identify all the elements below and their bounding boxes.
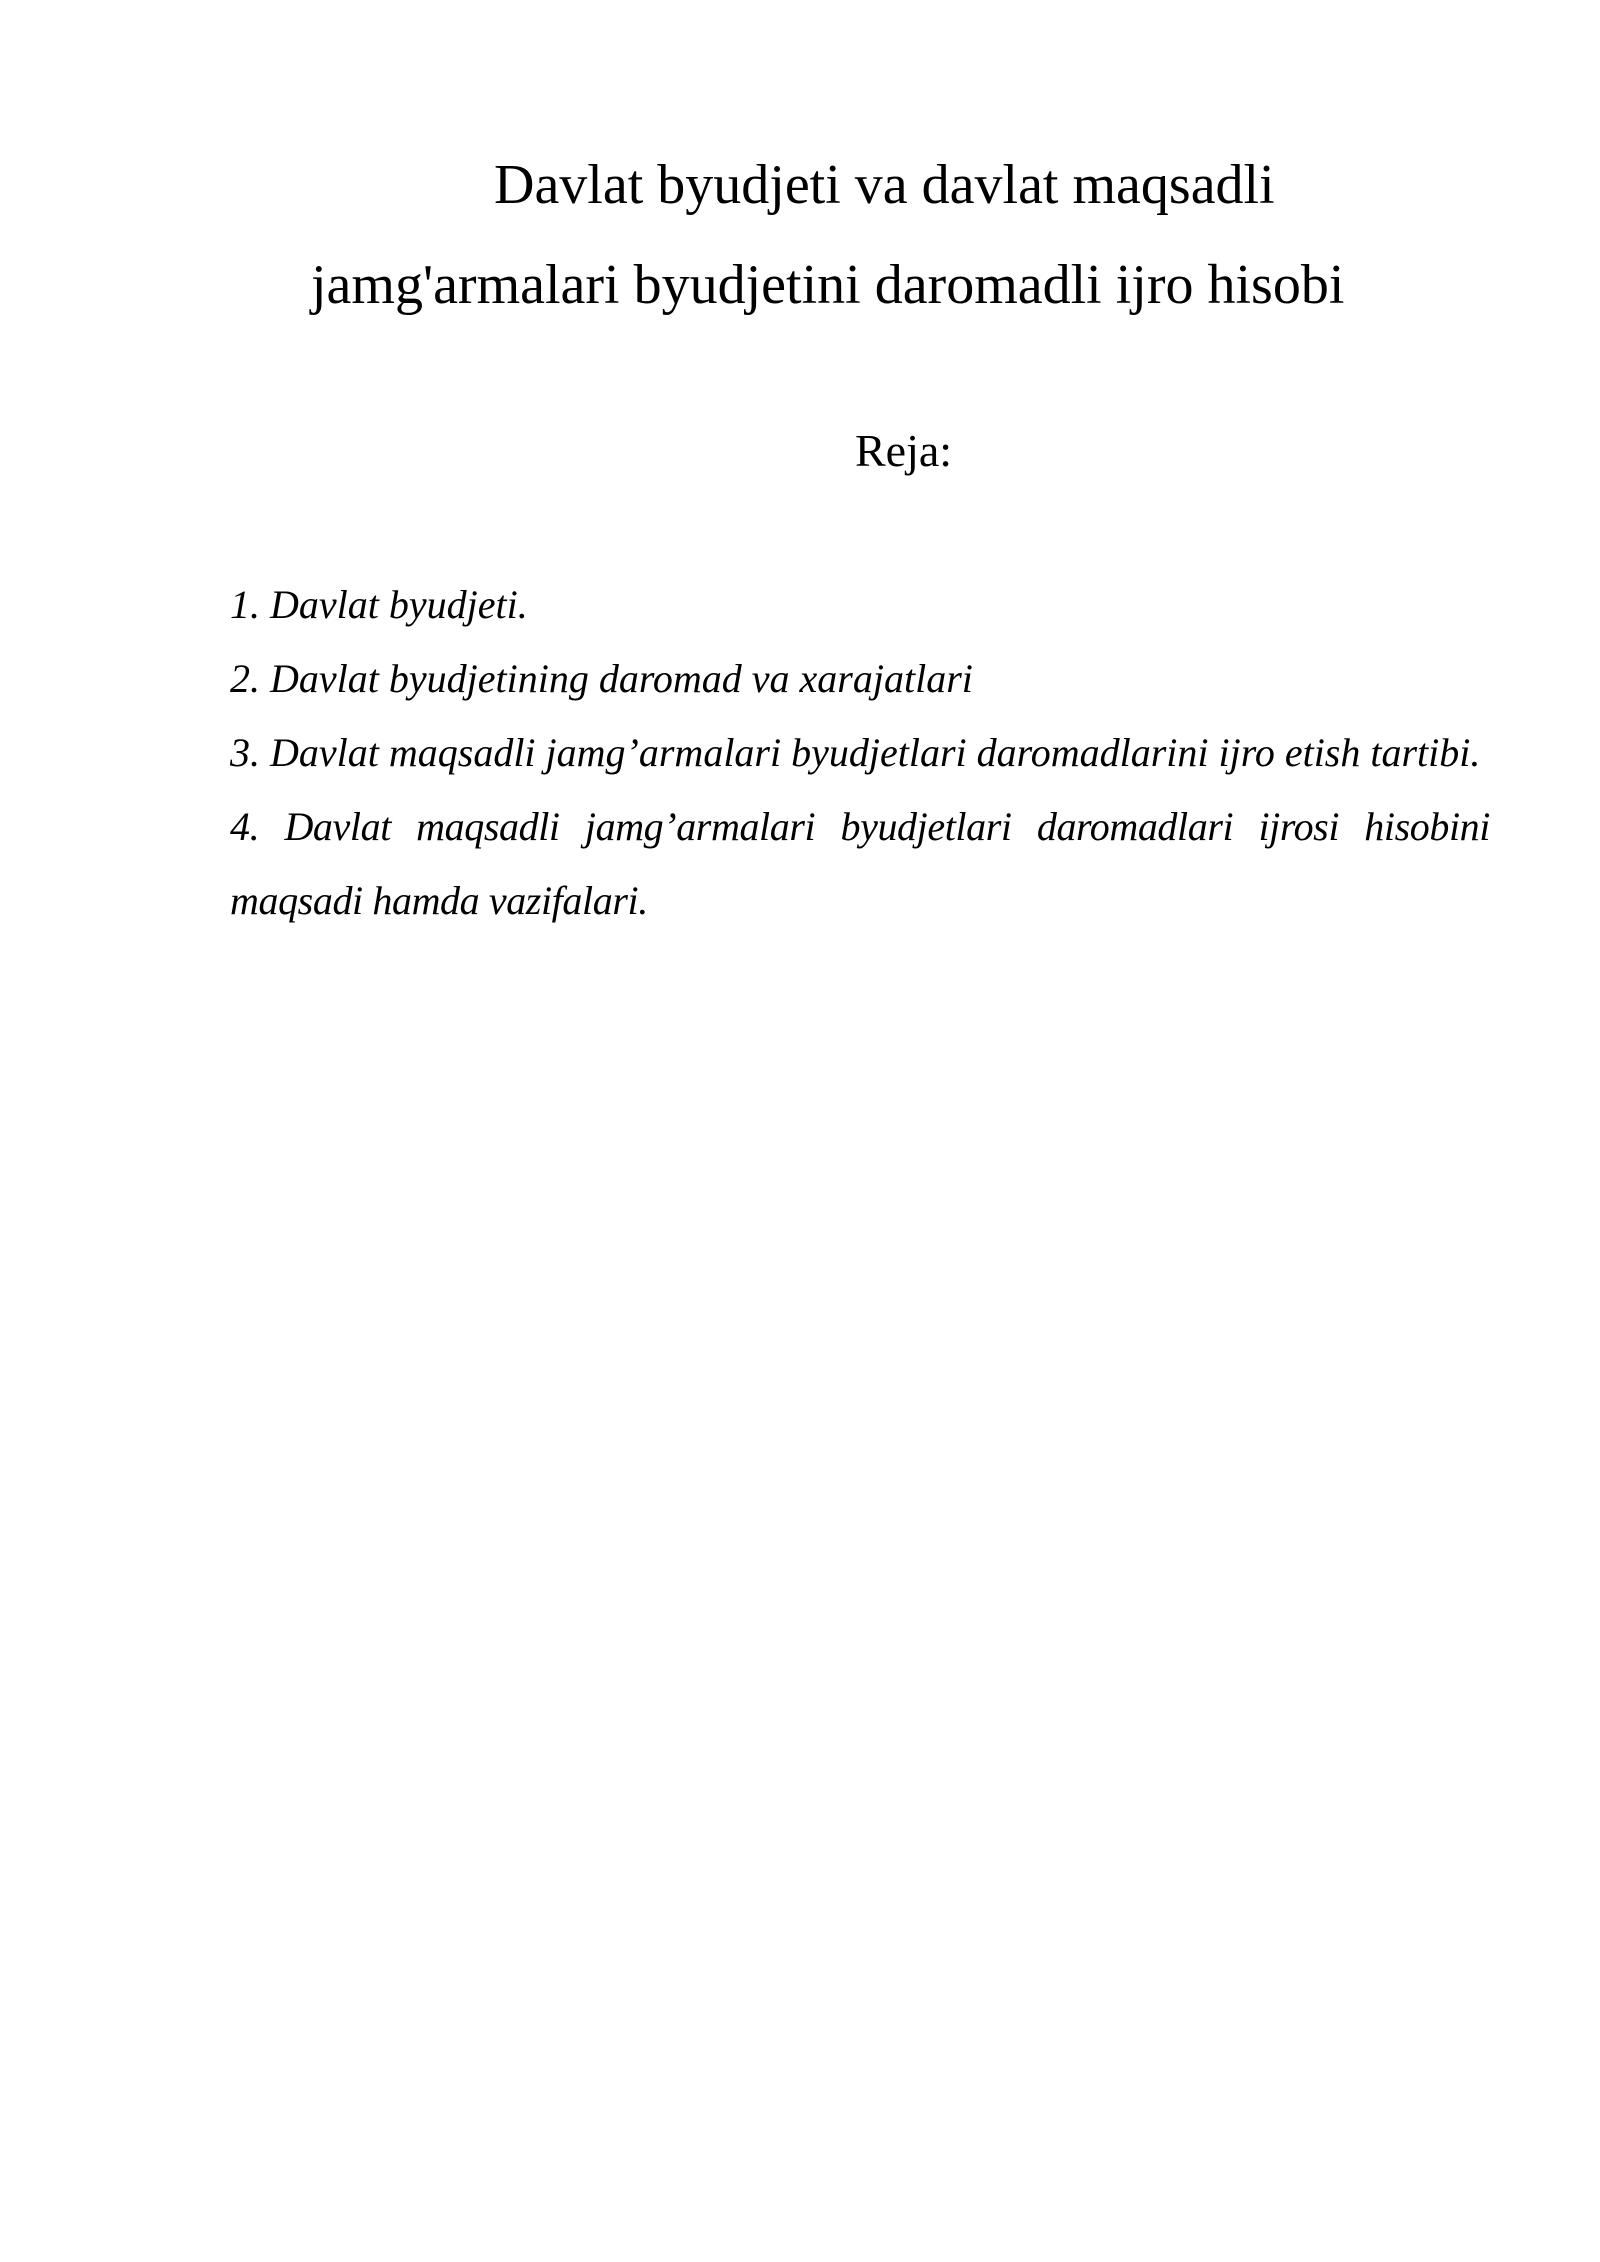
plan-item-4: 4. Davlat maqsadli jamg’armalari byudjetlari daromadlari ijrosi hisobini maqsadi hamda vazifalari. [230, 804, 1490, 923]
plan-item-2: 2. Davlat byudjetining daromad va xarajatlari [230, 656, 973, 701]
plan-list [230, 568, 1490, 938]
title-line-2: jamg'armalari byudjetini daromadli ijro hisobi [311, 254, 1345, 316]
plan-heading: Reja: [855, 425, 953, 476]
plan-item-1: 1. Davlat byudjeti. [230, 582, 528, 627]
plan-item-3: 3. Davlat maqsadli jamg’armalari byudjetlari daromadlarini ijro etish tartibi. [230, 730, 1481, 775]
title-line-1: Davlat byudjeti va davlat maqsadli [494, 154, 1275, 216]
